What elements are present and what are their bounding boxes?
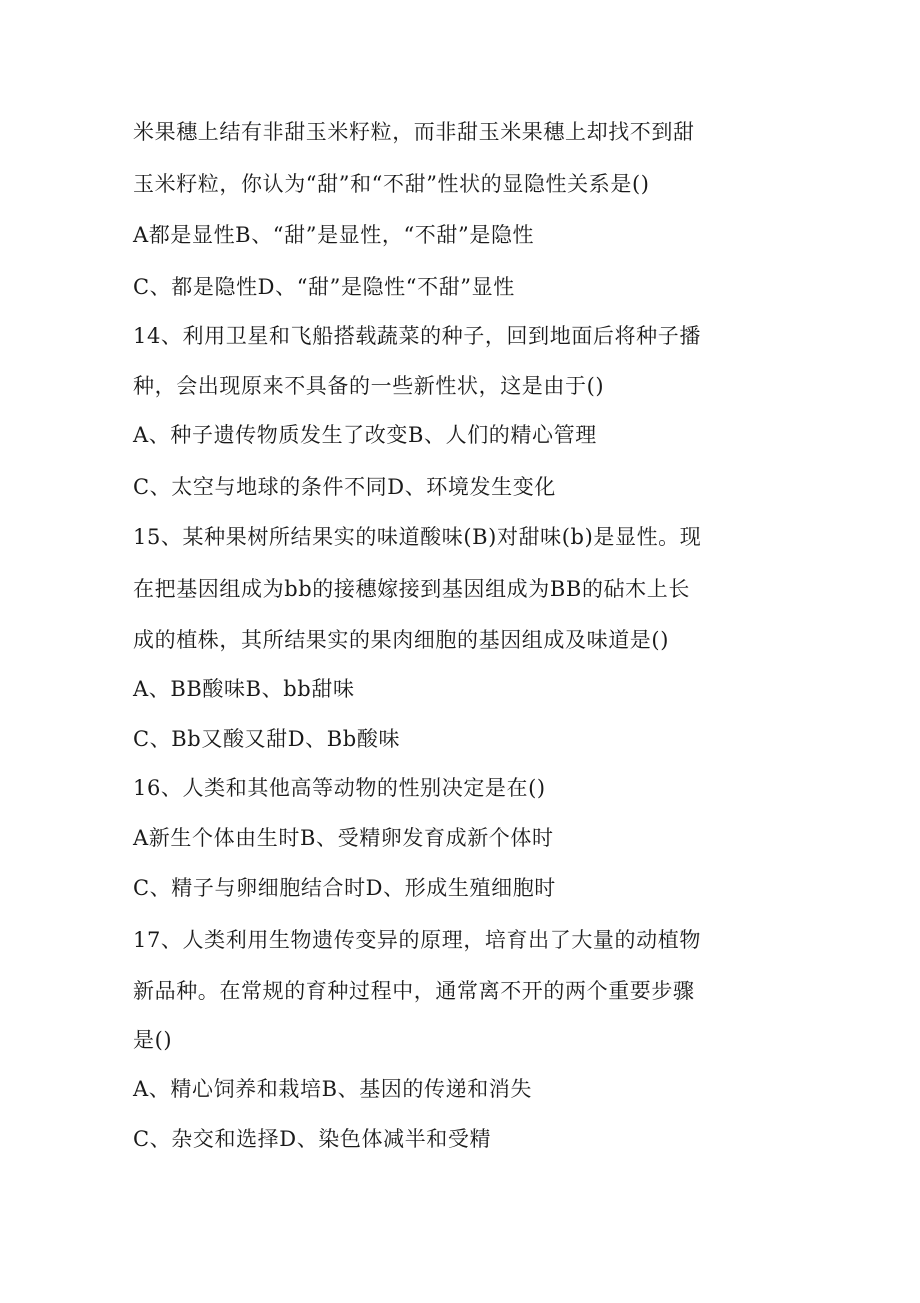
text-line: C、都是隐性D、“甜”是隐性“不甜”显性 bbox=[133, 275, 515, 299]
text-line: A都是显性B、“甜”是显性，“不甜”是隐性 bbox=[133, 223, 535, 247]
question-15-text: 15、某种果树所结果实的味道酸味(B)对甜味(b)是显性。现 bbox=[133, 525, 702, 549]
text-line: 玉米籽粒，你认为“甜”和“不甜”性状的显隐性关系是() bbox=[133, 172, 650, 196]
text-line: 在把基因组成为bb的接穗嫁接到基因组成为BB的砧木上长 bbox=[133, 577, 690, 601]
text-line: C、太空与地球的条件不同D、环境发生变化 bbox=[133, 475, 556, 499]
text-line: 新品种。在常规的育种过程中，通常离不开的两个重要步骤 bbox=[133, 979, 695, 1003]
text-line: 是() bbox=[133, 1028, 173, 1052]
text-line: 种，会出现原来不具备的一些新性状，这是由于() bbox=[133, 374, 605, 398]
question-16-text: 16、人类和其他高等动物的性别决定是在() bbox=[133, 776, 546, 800]
text-line: C、Bb又酸又甜D、Bb酸味 bbox=[133, 727, 401, 751]
text-line: 成的植株，其所结果实的果肉细胞的基因组成及味道是() bbox=[133, 628, 669, 652]
text-line: A、BB酸味B、bb甜味 bbox=[133, 677, 355, 701]
text-line: C、精子与卵细胞结合时D、形成生殖细胞时 bbox=[133, 876, 556, 900]
text-line: A、种子遗传物质发生了改变B、人们的精心管理 bbox=[133, 423, 597, 447]
text-line: 米果穗上结有非甜玉米籽粒，而非甜玉米果穗上却找不到甜 bbox=[133, 120, 695, 144]
question-17-text: 17、人类利用生物遗传变异的原理，培育出了大量的动植物 bbox=[133, 928, 701, 952]
text-line: A新生个体由生时B、受精卵发育成新个体时 bbox=[133, 826, 554, 850]
text-line: C、杂交和选择D、染色体减半和受精 bbox=[133, 1127, 492, 1151]
text-line: A、精心饲养和栽培B、基因的传递和消失 bbox=[133, 1077, 532, 1101]
question-14-text: 14、利用卫星和飞船搭载蔬菜的种子，回到地面后将种子播 bbox=[133, 324, 701, 348]
